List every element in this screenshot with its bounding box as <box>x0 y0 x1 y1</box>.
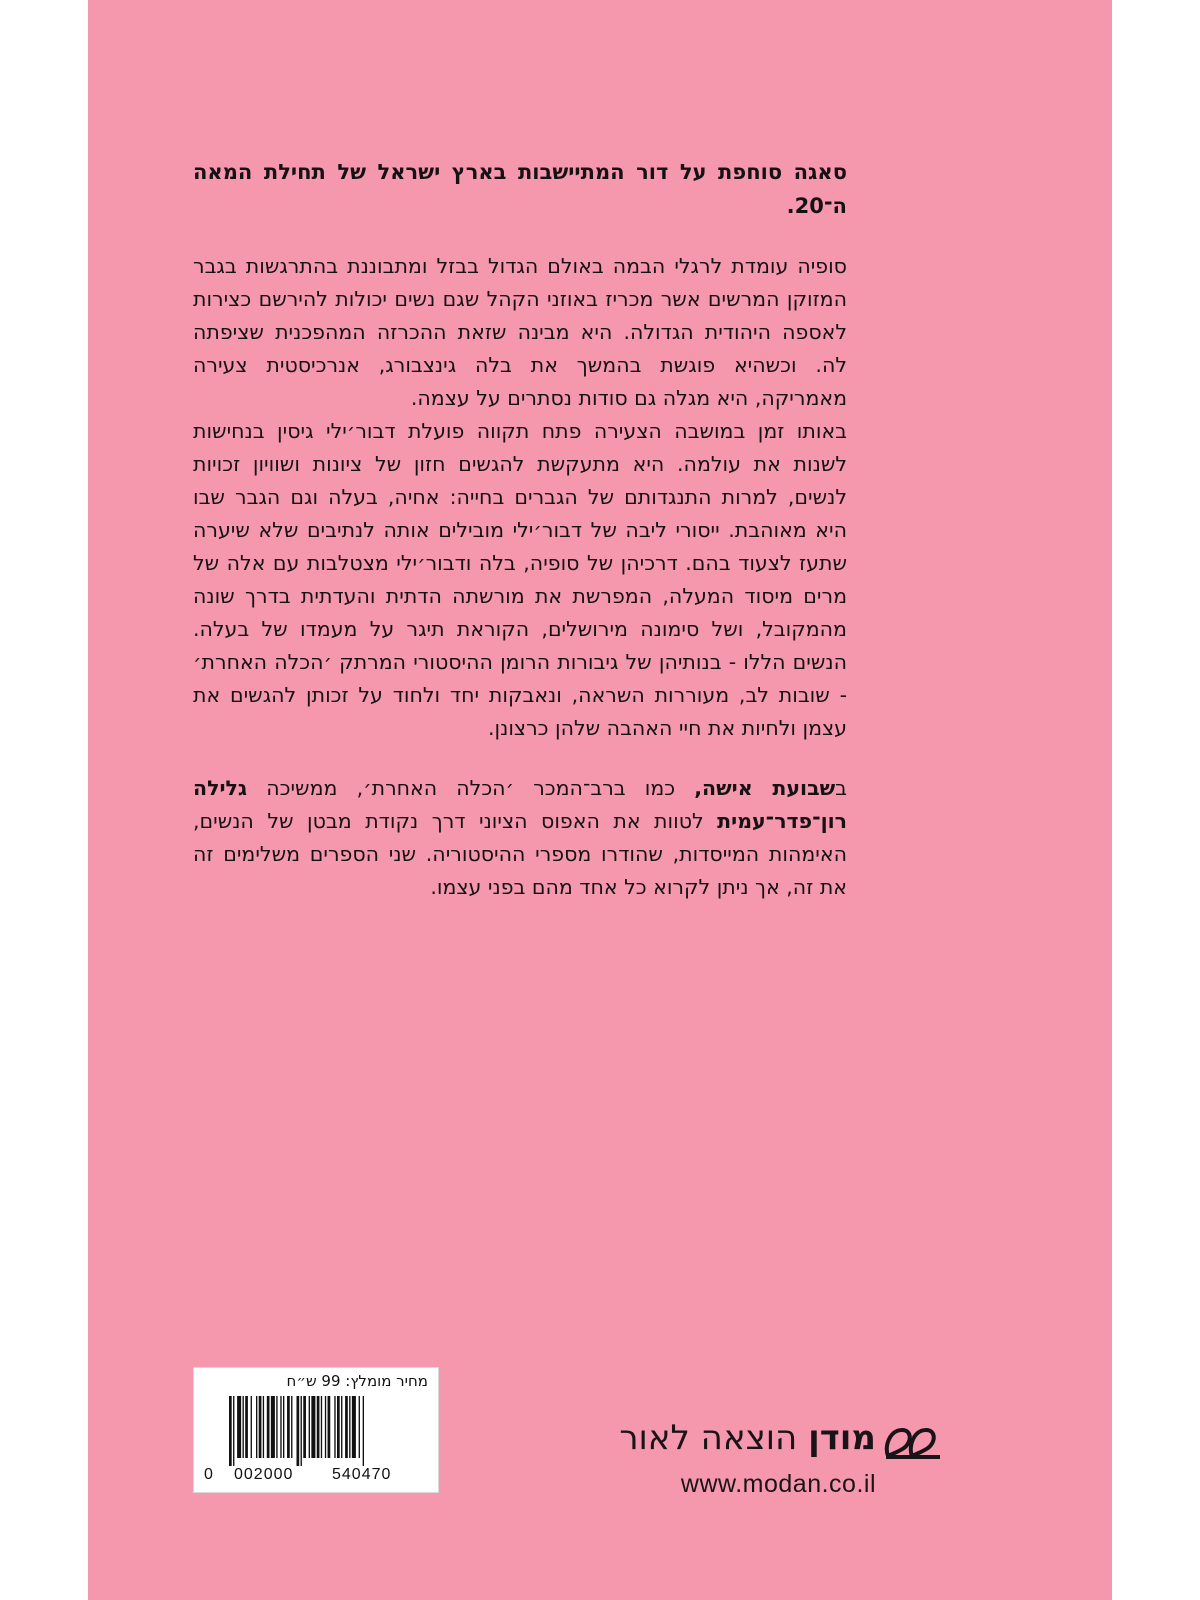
paragraph-3-prefix: ב <box>835 776 847 800</box>
paragraph-3-middle: כמו ברב־המכר ׳הכלה האחרת׳, ממשיכה <box>247 776 695 800</box>
publisher-name-rest: הוצאה לאור <box>619 1418 809 1458</box>
blurb-paragraph-1: סופיה עומדת לרגלי הבמה באולם הגדול בבזל ומתבוננת בהתרגשות בגבר המזוקן המרשים אשר מכריז באוזני הקהל שגם נשים יכולות להירשם כצירות לאספה היהודית הגדולה. היא מבינה שזאת ההכרזה המהפכנית שציפתה לה. וכשהיא פוגשת בהמשך את בלה גינצבורג, אנרכיסטית צעירה מאמריקה, היא מגלה גם סודות נסתרים על עצמה. <box>193 254 847 410</box>
publisher-name <box>619 1418 876 1458</box>
blurb-paragraph-2: באותו זמן במושבה הצעירה פתח תקווה פועלת דבור׳ילי גיסין בנחישות לשנות את עולמה. היא מתעקשת להגשים חזון של ציונות ושוויון זכויות לנשים, למרות התנגדותם של הגברים בחייה: אחיה, בעלה וגם הגבר שבו היא מאוהבת. ייסורי ליבה של דבור׳ילי מובילים אותה לנתיבים שלא שיערה שתעז לצעוד בהם. דרכיהן של סופיה, בלה ודבור׳ילי מצטלבות עם אלה של מרים מיסוד המעלה, המפרשת את מורשתה הדתית והעדתית בדרך שונה מהמקובל, ושל סימונה מירושלים, הקוראת תיגר על מעמדו של בעלה. הנשים הללו - בנותיהן של גיבורות הרומן ההיסטורי המרתק ׳הכלה האחרת׳ - שובות לב, מעוררות השראה, ונאבקות יחד ולחוד על זכותן להגשים את עצמן ולחיות את חיי האהבה שלהן כרצונן. <box>193 419 847 740</box>
barcode-digits-right: 540470 <box>332 1466 392 1483</box>
publisher-name-bold: מודן <box>808 1418 876 1458</box>
barcode-icon <box>229 1396 409 1466</box>
barcode-digits-left: 002000 <box>234 1466 294 1483</box>
modan-logo-icon <box>882 1424 944 1462</box>
blurb-paragraph-3 <box>193 772 847 904</box>
barcode-digit-first: 0 <box>204 1466 214 1483</box>
publisher-imprint <box>612 1418 952 1518</box>
publisher-url: www.modan.co.il <box>680 1470 876 1498</box>
barcode-label <box>193 1367 439 1493</box>
author-name: גלילה רון־פדר־עמית <box>193 776 847 833</box>
tagline: סאגה סוחפת על דור המתיישבות בארץ ישראל של תחילת המאה ה־20. <box>193 160 847 218</box>
price-label: מחיר מומלץ: 99 ש״ח <box>286 1372 428 1390</box>
book-title: שבועת אישה, <box>694 776 836 800</box>
paragraph-3-suffix: לטוות את האפוס הציוני דרך נקודת מבטן של הנשים, האימהות המייסדות, שהודרו מספרי ההיסטוריה. שני הספרים משלימים זה את זה, אך ניתן לקרוא כל אחד מהם בפני עצמו. <box>193 809 847 899</box>
blurb-text <box>193 155 847 904</box>
